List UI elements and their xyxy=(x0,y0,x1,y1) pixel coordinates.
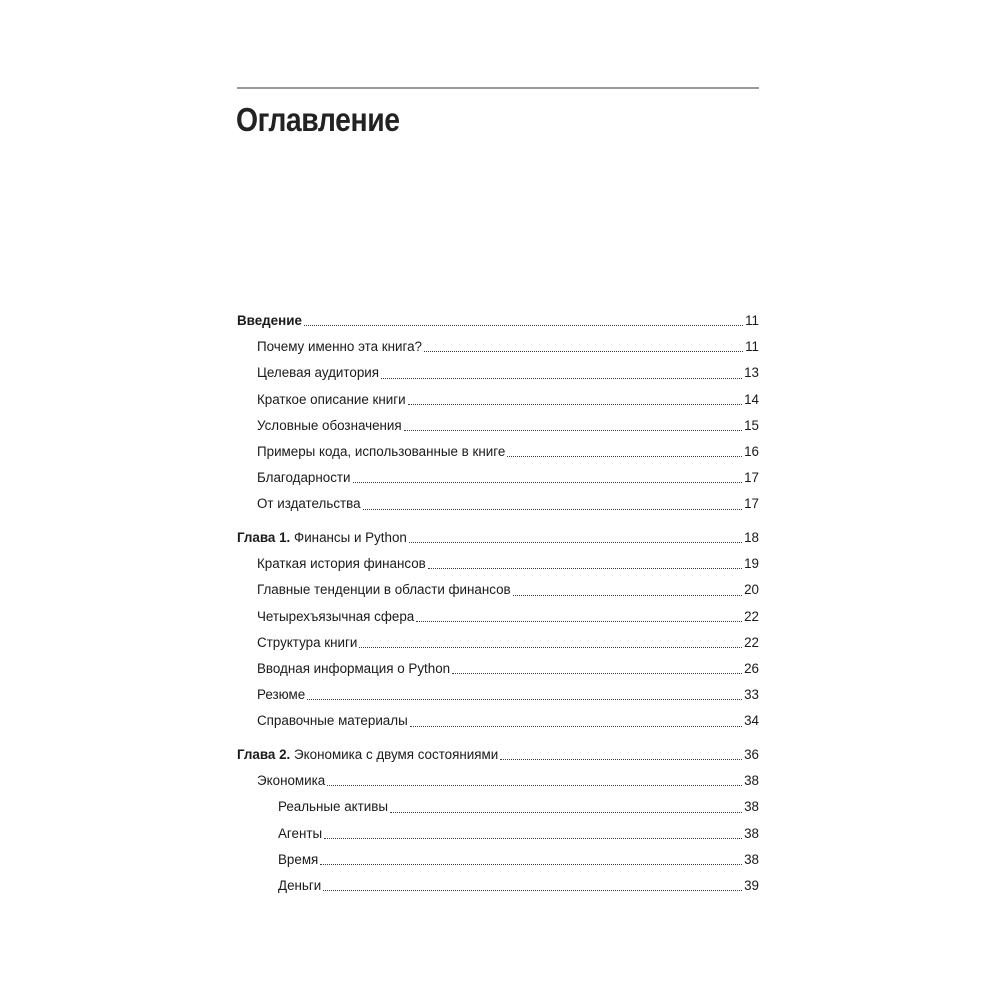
toc-entry-label: Целевая аудитория xyxy=(257,365,379,381)
toc-entry-label: Экономика xyxy=(257,773,326,789)
toc-entry-page: 38 xyxy=(744,799,759,815)
toc-entry-label: Четырехъязычная сфера xyxy=(257,608,415,624)
dot-leader xyxy=(507,456,742,457)
toc-entry-page: 38 xyxy=(744,825,759,841)
toc-entry-label: Краткая история финансов xyxy=(257,556,426,572)
dot-leader xyxy=(408,404,742,405)
toc-entry-label xyxy=(237,525,407,551)
toc-entry-label: Почему именно эта книга? xyxy=(257,339,422,355)
toc-entry-page: 22 xyxy=(744,634,759,650)
toc-entry[interactable] xyxy=(237,465,759,491)
toc-entry[interactable] xyxy=(237,577,759,603)
toc-entry[interactable] xyxy=(237,768,759,794)
toc-entry[interactable] xyxy=(237,387,759,413)
toc-entry-label: Краткое описание книги xyxy=(257,391,406,407)
toc-entry-page: 11 xyxy=(745,313,759,328)
toc-entry-label xyxy=(237,742,498,768)
dot-leader xyxy=(324,838,742,839)
dot-leader xyxy=(390,812,742,813)
toc-entry-page: 38 xyxy=(744,851,759,867)
toc-entry-page: 36 xyxy=(744,747,759,762)
toc-entry-page: 16 xyxy=(744,443,759,459)
toc-entry-page: 33 xyxy=(744,687,759,703)
toc-entry[interactable] xyxy=(237,794,759,820)
toc-entry-page: 34 xyxy=(744,713,759,729)
dot-leader xyxy=(416,621,742,622)
toc-entry-page: 14 xyxy=(744,391,759,407)
toc-entry[interactable] xyxy=(237,682,759,708)
dot-leader xyxy=(404,430,742,431)
top-rule xyxy=(237,87,759,89)
toc-entry-label: Резюме xyxy=(257,687,306,703)
toc-entry[interactable] xyxy=(237,630,759,656)
toc-entry[interactable] xyxy=(237,334,759,360)
toc-entry-label: Время xyxy=(278,851,319,867)
toc-entry-page: 26 xyxy=(744,660,759,676)
page-title: Оглавление xyxy=(236,101,400,138)
chapter-number: Глава 1. xyxy=(237,530,291,545)
toc-entry-label: Примеры кода, использованные в книге xyxy=(257,443,506,459)
toc-entry-label: Главные тенденции в области финансов xyxy=(257,582,511,598)
toc-entry[interactable] xyxy=(237,413,759,439)
toc-entry[interactable] xyxy=(237,656,759,682)
chapter-title: Экономика с двумя состояниями xyxy=(294,747,499,762)
toc-entry-page: 17 xyxy=(744,470,759,486)
toc-entry-page: 11 xyxy=(745,339,759,355)
toc-entry-label: Вводная информация о Python xyxy=(257,660,451,676)
toc-section-introduction xyxy=(237,308,759,518)
dot-leader xyxy=(381,378,742,379)
dot-leader xyxy=(353,482,743,483)
dot-leader xyxy=(428,568,742,569)
toc-section-chapter-2 xyxy=(237,742,759,899)
toc-entry-label xyxy=(237,308,302,334)
toc-entry-page: 15 xyxy=(744,417,759,433)
toc-chapter-entry[interactable] xyxy=(237,308,759,334)
dot-leader xyxy=(363,509,743,510)
toc-entry-page: 13 xyxy=(744,365,759,381)
toc-entry-page: 22 xyxy=(744,608,759,624)
toc-entry-page: 18 xyxy=(744,530,759,545)
dot-leader xyxy=(327,785,742,786)
table-of-contents xyxy=(237,308,759,899)
toc-entry[interactable] xyxy=(237,491,759,517)
dot-leader xyxy=(513,595,742,596)
toc-section-chapter-1 xyxy=(237,525,759,735)
toc-entry-page: 39 xyxy=(744,877,759,893)
toc-entry-page: 38 xyxy=(744,773,759,789)
dot-leader xyxy=(307,699,742,700)
chapter-number: Глава 2. xyxy=(237,747,291,762)
dot-leader xyxy=(320,864,742,865)
toc-entry-label: Условные обозначения xyxy=(257,417,402,433)
toc-entry[interactable] xyxy=(237,360,759,386)
dot-leader xyxy=(410,726,742,727)
toc-entry-label: Благодарности xyxy=(257,470,351,486)
toc-entry-page: 17 xyxy=(744,496,759,512)
toc-entry-label: От издательства xyxy=(257,496,361,512)
toc-entry-page: 19 xyxy=(744,556,759,572)
toc-entry-label: Справочные материалы xyxy=(257,713,408,729)
dot-leader xyxy=(304,325,743,326)
toc-chapter-entry[interactable] xyxy=(237,525,759,551)
chapter-title: Введение xyxy=(237,313,302,328)
toc-entry-label: Структура книги xyxy=(257,634,358,650)
dot-leader xyxy=(323,890,742,891)
toc-entry[interactable] xyxy=(237,873,759,899)
dot-leader xyxy=(500,759,742,760)
dot-leader xyxy=(359,647,742,648)
chapter-title: Финансы и Python xyxy=(294,530,407,545)
toc-entry[interactable] xyxy=(237,708,759,734)
toc-entry[interactable] xyxy=(237,604,759,630)
toc-entry-page: 20 xyxy=(744,582,759,598)
toc-entry-label: Реальные активы xyxy=(278,799,389,815)
toc-entry-label: Деньги xyxy=(278,877,322,893)
dot-leader xyxy=(424,351,743,352)
toc-entry-label: Агенты xyxy=(278,825,323,841)
toc-chapter-entry[interactable] xyxy=(237,742,759,768)
toc-entry[interactable] xyxy=(237,439,759,465)
toc-entry[interactable] xyxy=(237,821,759,847)
toc-entry[interactable] xyxy=(237,551,759,577)
dot-leader xyxy=(452,673,742,674)
dot-leader xyxy=(409,542,742,543)
toc-entry[interactable] xyxy=(237,847,759,873)
